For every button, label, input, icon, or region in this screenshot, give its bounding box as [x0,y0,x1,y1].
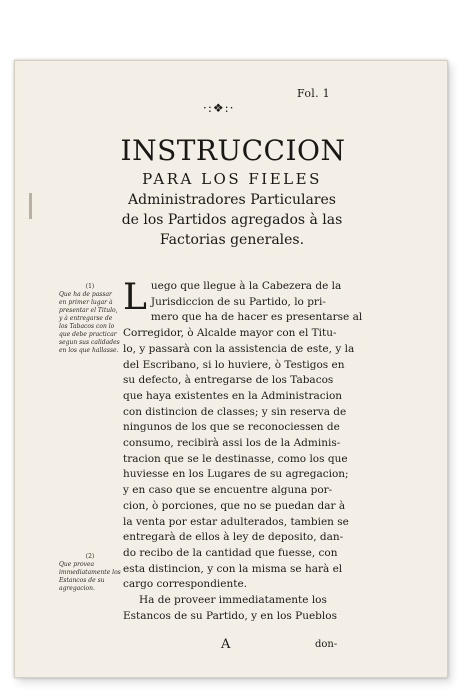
fleuron-ornament: ·:❖:· [203,101,235,115]
marginal-note-number: (1) [85,283,95,290]
signature-mark: A [221,637,231,652]
text-line: del Escribano, si lo huviere, ò Testigos en [123,358,345,371]
text-line: y en caso que se encuentre alguna por- [123,484,333,497]
subtitle-line-3: de los Partidos agregados à las [121,212,343,228]
text-line: Corregidor, ò Alcalde mayor con el Titu- [123,327,337,340]
bleed-through-text [361,99,447,659]
text-line: la venta por estar adulterados, tambien se [123,515,349,528]
text-line: consumo, recibirà assi los de la Adminis- [123,437,341,450]
text-line: cargo correspondiente. [123,578,248,591]
marginal-note-text: Que provea immediatamente los Estancos de su agregacion. [59,561,121,592]
marginal-note-1 [59,283,121,355]
document-title: INSTRUCCION [120,134,346,167]
text-line: lo, y passarà con la assistencia de este, y la [123,342,355,355]
subtitle-line-4: Factorias generales. [159,232,305,248]
text-line: do recibo de la cantidad que fuesse, con [123,546,338,559]
marginal-note-text: Que ha de passar en primer lugar à presentar el Titulo, y à entregarse de los Tabacos con lo que debe practicar segun sus calidades en los que hallasse. [59,291,120,354]
text-line: tracion que se le destinasse, como los que [123,452,348,465]
paragraph-2 [123,593,355,624]
text-line: su defecto, à entregarse de los Tabacos [123,374,334,387]
text-line: que haya existentes en la Administracion [123,389,343,402]
marginal-note-2 [59,553,121,593]
text-line: uego que llegue à la Cabezera de la [150,280,342,292]
text-line: ningunos de los que se reconociessen de [123,421,340,434]
drop-cap: L [123,277,147,318]
text-line: mero que ha de hacer es presentarse al [150,311,363,324]
document-page [14,60,448,678]
marginal-note-number: (2) [85,553,95,560]
paragraph-1 [123,279,363,593]
text-line: entregarà de ellos à ley de deposito, dan- [123,531,344,544]
text-line: Jurisdiccion de su Partido, lo pri- [150,295,326,308]
text-line: Ha de proveer immediatamente los [139,594,327,607]
subtitle-line-2: Administradores Particulares [128,192,336,208]
document-subtitle [111,169,353,250]
text-line: esta distincion, y con la misma se harà el [123,562,343,575]
folio-number: Fol. 1 [297,87,330,100]
text-line: con distincion de classes; y sin reserva de [123,405,347,418]
text-line: huviesse en los Lugares de su agregacion; [123,468,349,481]
body-text [123,277,363,624]
subtitle-line-1: PARA LOS FIELES [142,170,322,188]
text-line: Estancos de su Partido, y en los Pueblos [123,609,337,622]
binding-thread [29,193,32,219]
catchword: don- [315,639,338,650]
text-line: cion, ò porciones, que no se puedan dar à [123,499,346,512]
